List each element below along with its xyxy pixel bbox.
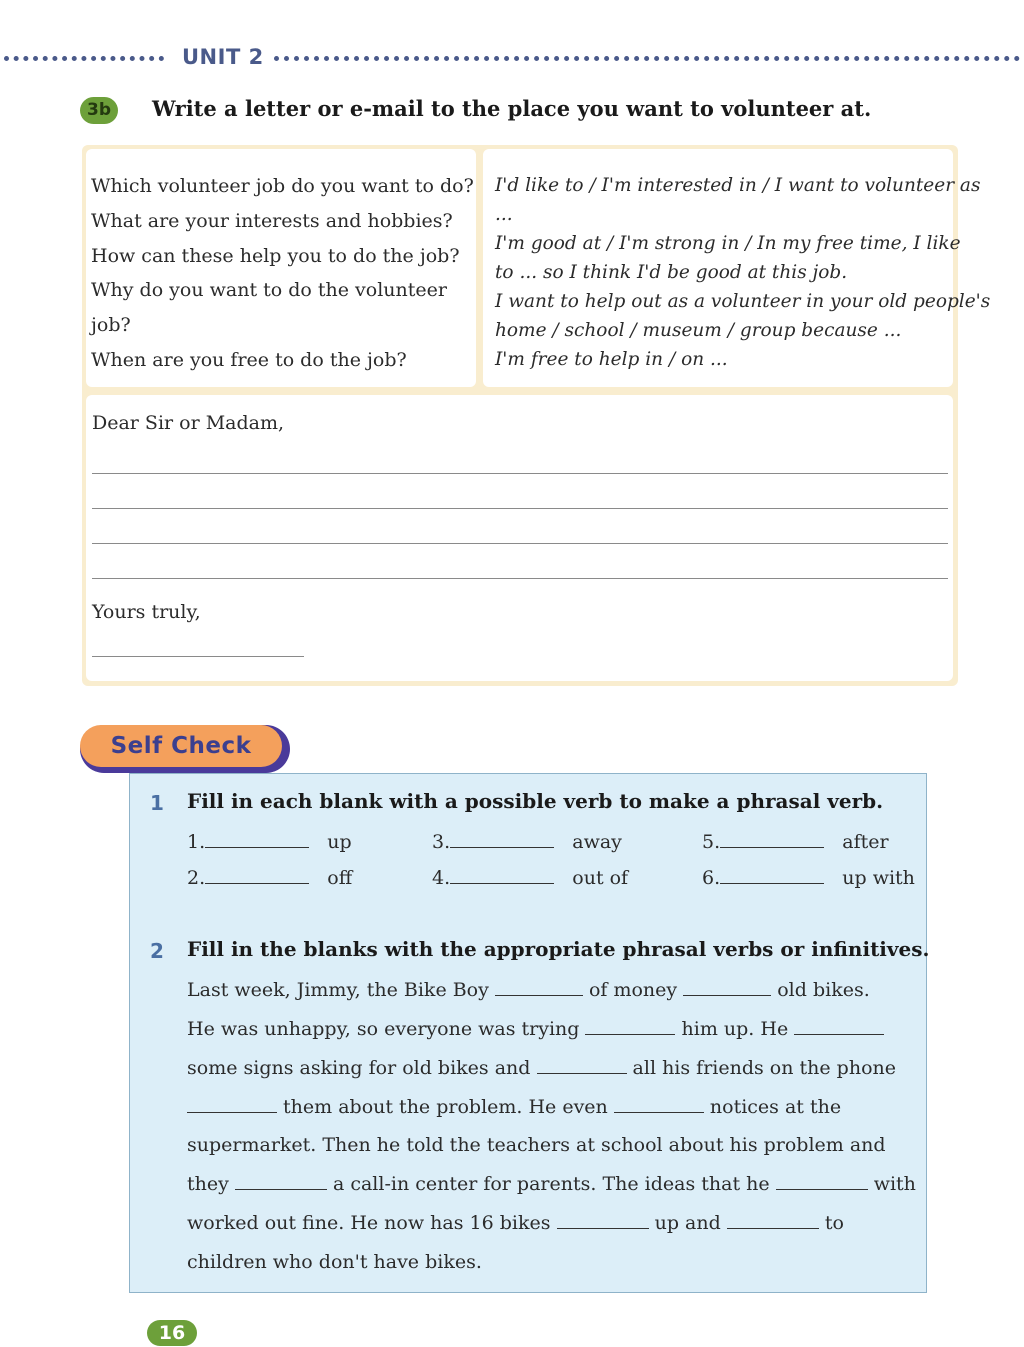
item-number: 2.	[187, 867, 206, 889]
paragraph-line	[187, 1212, 844, 1234]
answer-blank[interactable]	[776, 1188, 868, 1190]
writing-line[interactable]	[92, 543, 948, 544]
answer-blank[interactable]	[235, 1188, 327, 1190]
item-number: 4.	[432, 867, 451, 889]
text-segment: Last week, Jimmy, the Bike Boy	[187, 979, 489, 1001]
question-line: How can these help you to do the job?	[91, 245, 460, 267]
fill-item	[432, 867, 628, 889]
letter-panel	[86, 395, 953, 681]
fill-item	[432, 831, 622, 853]
text-segment: him up. He	[681, 1018, 789, 1040]
answers-panel	[483, 149, 991, 387]
item-number: 5.	[702, 831, 721, 853]
self-check-label: Self Check	[80, 725, 282, 767]
unit-header-dots-right	[274, 56, 1020, 61]
answer-blank[interactable]	[537, 1072, 627, 1074]
item-word: away	[572, 831, 622, 853]
item-word: after	[842, 831, 889, 853]
text-segment: worked out fine. He now has 16 bikes	[187, 1212, 551, 1234]
fill-item	[187, 867, 352, 889]
question-instruction: Fill in each blank with a possible verb to make a phrasal verb.	[187, 789, 884, 813]
question-line: Why do you want to do the volunteer	[91, 279, 447, 301]
exercise-instruction: Write a letter or e-mail to the place you want to volunteer at.	[152, 96, 872, 121]
answer-line: I'm free to help in / on ...	[495, 349, 728, 370]
question-line: job?	[91, 314, 131, 336]
paragraph-line	[187, 1096, 841, 1118]
unit-header-dots-left	[4, 56, 164, 61]
answer-line: ...	[495, 204, 513, 225]
fill-item	[702, 867, 915, 889]
answer-blank[interactable]	[557, 1227, 649, 1229]
paragraph-line	[187, 1251, 482, 1273]
answer-blank[interactable]	[205, 882, 309, 884]
text-segment: all his friends on the phone	[632, 1057, 896, 1079]
item-number: 3.	[432, 831, 451, 853]
question-line: Which volunteer job do you want to do?	[91, 175, 474, 197]
text-segment: supermarket. Then he told the teachers at school about his problem and	[187, 1134, 886, 1156]
answer-line: I'm good at / I'm strong in / In my free time, I like	[495, 233, 961, 254]
question-instruction: Fill in the blanks with the appropriate phrasal verbs or infinitives.	[187, 937, 930, 961]
writing-frame	[82, 145, 991, 686]
answer-blank[interactable]	[450, 846, 554, 848]
question-number: 2	[150, 939, 164, 963]
text-segment: of money	[588, 979, 678, 1001]
question-line: What are your interests and hobbies?	[91, 210, 453, 232]
answer-blank[interactable]	[727, 1227, 819, 1229]
answer-blank[interactable]	[683, 994, 771, 996]
answer-line: home / school / museum / group because ...	[495, 320, 902, 341]
fill-item	[187, 831, 352, 853]
answer-blank[interactable]	[614, 1111, 704, 1113]
text-segment: some signs asking for old bikes and	[187, 1057, 531, 1079]
answer-line: to ... so I think I'd be good at this job.	[495, 262, 848, 283]
text-segment: with	[873, 1173, 916, 1195]
paragraph-line	[187, 979, 870, 1001]
answer-line: I want to help out as a volunteer in your old people's	[495, 291, 991, 312]
answer-blank[interactable]	[720, 846, 824, 848]
answer-blank[interactable]	[495, 994, 583, 996]
text-segment: to	[824, 1212, 844, 1234]
paragraph-line	[187, 1134, 886, 1156]
writing-line[interactable]	[92, 473, 948, 474]
answer-blank[interactable]	[205, 846, 309, 848]
paragraph-line	[187, 1173, 916, 1195]
page-number: 16	[147, 1320, 197, 1346]
unit-title: UNIT 2	[182, 45, 264, 69]
question-line: When are you free to do the job?	[91, 349, 407, 371]
text-segment: old bikes.	[777, 979, 870, 1001]
answer-blank[interactable]	[720, 882, 824, 884]
fill-item	[702, 831, 889, 853]
question-number: 1	[150, 791, 164, 815]
text-segment: notices at the	[709, 1096, 842, 1118]
questions-panel	[86, 149, 476, 387]
exercise-badge: 3b	[80, 97, 118, 124]
text-segment: they	[187, 1173, 229, 1195]
item-number: 1.	[187, 831, 206, 853]
item-word: out of	[572, 867, 629, 889]
paragraph-line	[187, 1057, 896, 1079]
answer-blank[interactable]	[794, 1033, 884, 1035]
text-segment: them about the problem. He even	[283, 1096, 608, 1118]
paragraph-line	[187, 1018, 884, 1040]
text-segment: children who don't have bikes.	[187, 1251, 482, 1273]
item-word: up with	[842, 867, 915, 889]
writing-line[interactable]	[92, 578, 948, 579]
writing-line[interactable]	[92, 508, 948, 509]
signature-line[interactable]	[92, 656, 304, 657]
answer-line: I'd like to / I'm interested in / I want to volunteer as	[495, 175, 981, 196]
item-word: off	[327, 867, 353, 889]
letter-closing: Yours truly,	[92, 601, 201, 623]
answer-blank[interactable]	[187, 1111, 277, 1113]
text-segment: He was unhappy, so everyone was trying	[187, 1018, 580, 1040]
text-segment: a call-in center for parents. The ideas that he	[332, 1173, 770, 1195]
text-segment: up and	[654, 1212, 721, 1234]
answer-blank[interactable]	[450, 882, 554, 884]
item-number: 6.	[702, 867, 721, 889]
item-word: up	[327, 831, 352, 853]
answer-blank[interactable]	[585, 1033, 675, 1035]
letter-greeting: Dear Sir or Madam,	[92, 412, 285, 434]
